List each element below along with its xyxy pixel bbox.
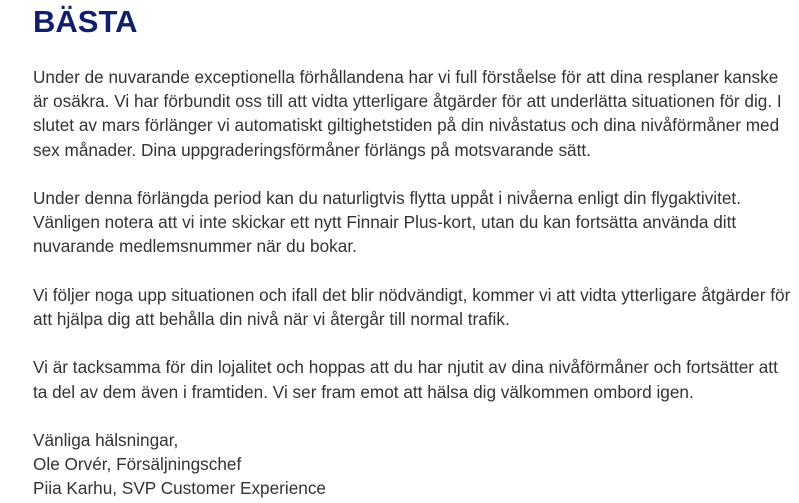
paragraph-extension-notice <box>33 65 799 162</box>
text-line: Vi följer noga upp situationen och ifall det blir nödvändigt, kommer vi att vidta ytterligare åtgärder för <box>33 284 791 305</box>
text-line: Vänligen notera att vi inte skickar ett nytt Finnair Plus-kort, utan du kan fortsätta använda ditt <box>33 212 737 233</box>
text-line: slutet av mars förlänger vi automatiskt giltighetstiden på din nivåstatus och dina nivåförmåner med <box>33 115 780 136</box>
text-line: är osäkra. Vi har förbundit oss till att vidta ytterligare åtgärder för att underlätta situationen för dig. I <box>33 91 782 112</box>
paragraph-tier-progress <box>33 186 799 259</box>
text-line: Under de nuvarande exceptionella förhållandena har vi full förståelse för att dina resplaner kanske <box>33 67 779 87</box>
text-line: nuvarande medlemsnummer när du bokar. <box>33 236 357 257</box>
signature-block <box>33 428 799 501</box>
paragraph-thanks <box>33 355 799 403</box>
paragraph-monitoring <box>33 283 799 331</box>
text-line: sex månader. Dina uppgraderingsförmåner förlängs på motsvarande sätt. <box>33 139 591 160</box>
greeting-heading: BÄSTA <box>33 4 138 39</box>
signer-name: Ole Orvér, Försäljningschef <box>33 454 242 475</box>
closing-line: Vänliga hälsningar, <box>33 429 179 450</box>
text-line: att hjälpa dig att behålla din nivå när vi återgår till normal trafik. <box>33 309 510 329</box>
text-line: ta del av dem även i framtiden. Vi ser fram emot att hälsa dig välkommen ombord igen. <box>33 381 694 402</box>
text-line: Under denna förlängda period kan du naturligtvis flytta uppåt i nivåerna enligt din flygaktivitet. <box>33 188 741 208</box>
letter-content <box>33 65 799 501</box>
signer-name: Piia Karhu, SVP Customer Experience <box>33 478 326 499</box>
text-line: Vi är tacksamma för din lojalitet och hoppas att du har njutit av dina nivåförmåner och fortsätter att <box>33 357 778 378</box>
